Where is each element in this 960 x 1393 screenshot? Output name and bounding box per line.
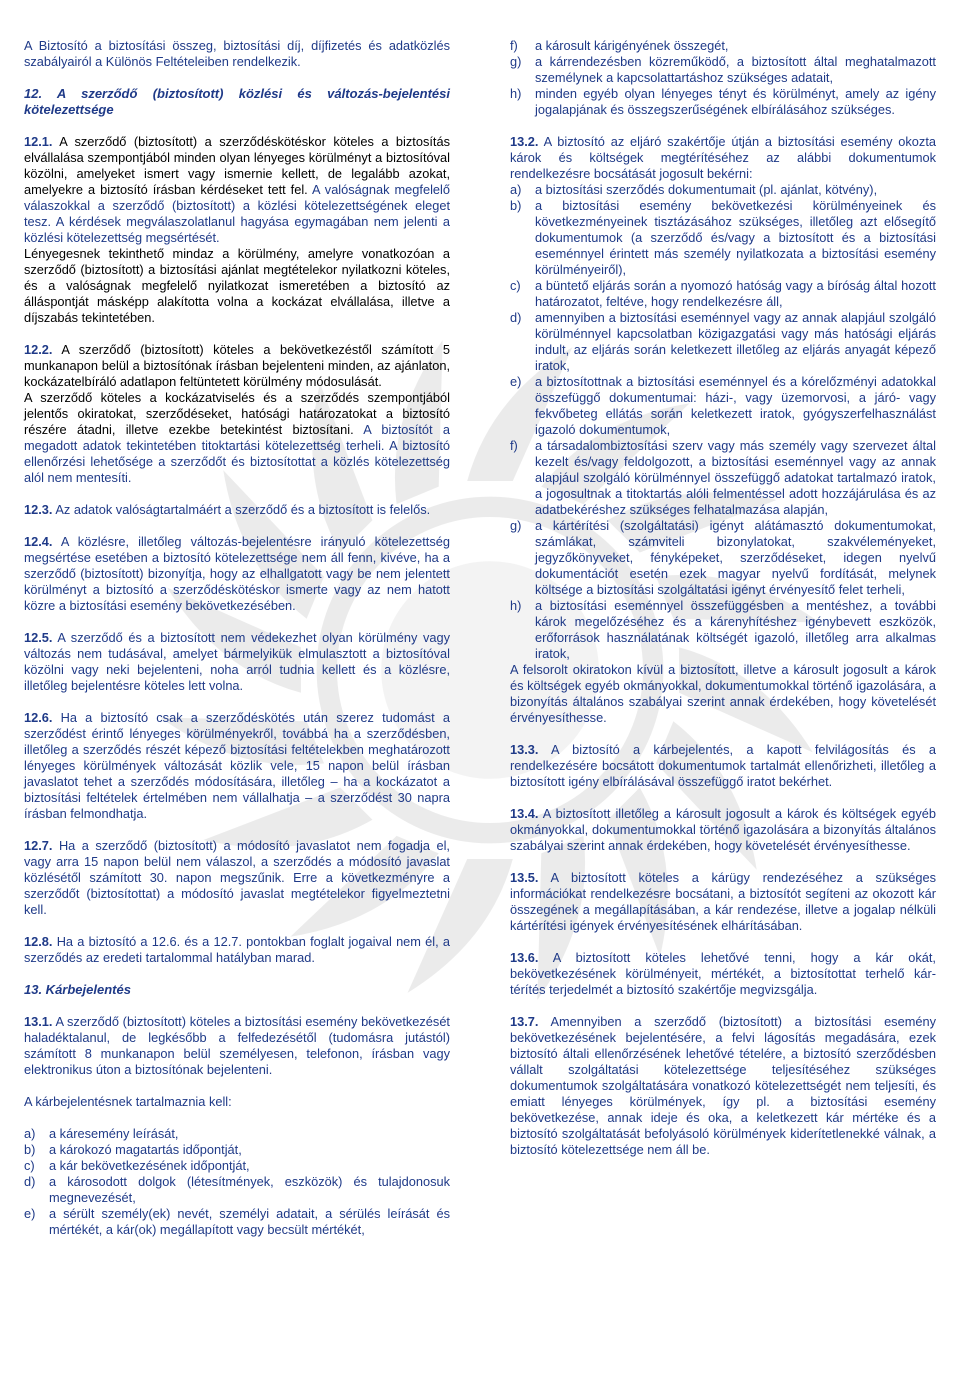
paragraph-number: 13.3. <box>510 742 539 757</box>
document-list <box>510 182 936 662</box>
paragraph-number: 13.5. <box>510 870 539 885</box>
paragraph-number: 12.4. <box>24 534 53 549</box>
paragraph-number: 12.6. <box>24 710 53 725</box>
paragraph-number: 13.6. <box>510 950 539 965</box>
list-label: e) <box>510 374 522 389</box>
paragraph-number: 12.7. <box>24 838 53 853</box>
paragraph-text: A szerződő és a biztosított nem védekezhet olyan körülmény vagy változás nem tudásával, amelyet bármelyikük elmulasztott a biztosítóval közölni vagy neki bejelenteni, noha arról tudnia kellett és a közlésre, illetőleg bejelentésre köteles lett volna. <box>24 630 450 693</box>
paragraph-number: 12.3. <box>24 502 53 517</box>
paragraph-text: A szerződő (biztosított) köteles a biztosítási esemény bekövetkezését haladéktalanul, de legkésőbb a felfedezésétől (tudomásra jutástól) számított 8 munkanapon belül személyesen, telefonon, írásban vagy elektronikus úton a biztosítónak bejelenteni. <box>24 1014 450 1077</box>
list-text: a biztosítási szerződés dokumentumait (pl. ajánlat, kötvény), <box>535 182 878 197</box>
paragraph-13-6 <box>510 950 936 998</box>
paragraph-12-3 <box>24 502 450 518</box>
paragraph-13-1 <box>24 1014 450 1078</box>
paragraph-number: 13.4. <box>510 806 539 821</box>
list-text: a kár bekövetkezésének időpontját, <box>49 1158 250 1173</box>
list-item <box>24 1126 450 1142</box>
paragraph-13-2 <box>510 134 936 182</box>
paragraph-number: 12.2. <box>24 342 53 357</box>
list-label: d) <box>24 1174 36 1189</box>
list-item <box>510 86 936 118</box>
claim-content-list <box>24 1126 450 1238</box>
list-label: b) <box>510 198 522 213</box>
list-item <box>510 278 936 310</box>
list-text: a károsult kárigényének összegét, <box>535 38 729 53</box>
claim-list-intro: A kárbejelentésnek tartalmaznia kell: <box>24 1094 232 1109</box>
list-text: a sérült személy(ek) nevét, személyi adatait, a sérülés leírását és mértékét, a kár(ok) megállapított vagy becsült mértékét, <box>49 1206 450 1237</box>
list-item <box>510 310 936 374</box>
paragraph-text: Ha a szerződő (biztosított) a módosító javaslatot nem fogadja el, vagy arra 15 napon belül nem válaszol, a szerződés a módosító javaslat közlésétől számított 30. napon megszűnik. Erre a következményre a szerződőt (biztosítottat) a módosító javaslat megtételekor figyelmeztetni kell. <box>24 838 450 917</box>
list-item <box>510 38 936 54</box>
list-label: a) <box>510 182 522 197</box>
list-text: a társadalombiztosítási szerv vagy más személy vagy szervezet által kezelt és/vagy feldolgozott, a biztosítási eseménnyel vagy az annak alapjául szolgáló körülménnyel összefüggő adatokat tartalmazó iratok, a jogosultnak a titoktartás alóli felmentéssel adott hozzájárulása és az adatbekéréshez szükséges felhatalmazása alapján, <box>535 438 936 517</box>
claim-content-list-continued <box>510 38 936 118</box>
paragraph-13-2b: A felsorolt okiratokon kívül a biztosított, illetve a károsult jogosult a károk és költségek egyéb okmányokkal, dokumentumokkal történő igazolására, a bizonyítás általános szabályai szerint annak érdekében, hogy követelését érvényesíthesse. <box>510 662 936 725</box>
paragraph-12-5 <box>24 630 450 694</box>
right-column <box>510 38 936 1158</box>
paragraph-text: A közlésre, illetőleg változás-bejelentésre irányuló kötelezettség megsértése esetében a biztosító kötelezettsége nem áll fenn, kivéve, ha a szerződő (biztosított) bizonyítja, hogy az elhallgatott vagy be nem jelentett körülményt a biztosító a szerződéskötéskor ismerte vagy az nem hatott közre a biztosítási esemény bekövetkezésében. <box>24 534 450 613</box>
paragraph-13-5 <box>510 870 936 934</box>
intro-paragraph: A Biztosító a biztosítási összeg, biztosítási díj, díjfizetés és adatközlés szabályairól a Különös Feltételeiben rendelkezik. <box>24 38 450 69</box>
list-label: c) <box>510 278 521 293</box>
paragraph-text-highlight: A biztosítót a megadott adatok tekintetében titoktartási kötelezettség terheli. A biztosító ellenőrzési lehetősége a szerződőt és biztosítottat a közlés kötelezettség alól nem mentesíti. <box>24 422 450 485</box>
left-column <box>24 38 450 1238</box>
paragraph-text: Az adatok valóságtartalmáért a szerződő és a biztosított is felelős. <box>55 502 431 517</box>
list-item <box>510 598 936 662</box>
list-text: minden egyéb olyan lényeges tényt és körülményt, amely az igény jogalapjának és összegszerűségének elbírálásához szükséges. <box>535 86 936 117</box>
list-item <box>510 438 936 518</box>
list-text: a kártérítési (szolgáltatási) igényt alátámasztó dokumentumokat, számlákat, számviteli bizonylatokat, szakvéleményeket, jegyzőkönyveket, fényképeket, szerződéseket, idegen nyelvű dokumentációt esetén ezek magyar nyelvű fordítását, melynek költsége a biztosítási szolgáltatási igényt érvényesítő felet terheli, <box>535 518 936 597</box>
list-item <box>24 1158 450 1174</box>
paragraph-12-4 <box>24 534 450 614</box>
list-item <box>510 374 936 438</box>
list-item <box>510 518 936 598</box>
paragraph-13-4 <box>510 806 936 854</box>
list-label: g) <box>510 518 522 533</box>
list-label: f) <box>510 438 518 453</box>
list-label: g) <box>510 54 522 69</box>
paragraph-text: A szerződő (biztosított) a szerződéskötéskor köteles a biztosítás elvállalása szempontjából minden olyan lényeges körülményt a biztosítóval közölni, amelyeket ismert vagy ismernie kellett, de legalább azokat, amelyekre a biztosító írásban kérdéseket tett fel. <box>24 134 450 197</box>
paragraph-12-2 <box>24 342 450 390</box>
paragraph-text-highlight: A valóságnak megfelelő válaszokkal a szerződő (biztosított) a közlési kötelezettségének eleget tesz. A kérdések megválaszolatlanul hagyása egymagában nem jelenti a közlési kötelezettség megsértését. <box>24 182 450 245</box>
list-text: a büntető eljárás során a nyomozó hatóság vagy a bíróság által hozott határozatot, feltéve, hogy rendelkezésre áll, <box>535 278 936 309</box>
paragraph-text: A biztosító az eljáró szakértője útján a biztosítási esemény okozta károk és költségek megtérítéséhez az alábbi dokumentumok rendelkezésre bocsátását jogosult bekérni: <box>510 134 936 181</box>
paragraph-12-6 <box>24 710 450 822</box>
paragraph-number: 13.1. <box>24 1014 53 1029</box>
list-label: h) <box>510 598 522 613</box>
paragraph-number: 13.7. <box>510 1014 539 1029</box>
list-item <box>24 1142 450 1158</box>
paragraph-12-8 <box>24 934 450 966</box>
paragraph-text: Amennyiben a szerződő (biztosított) a biztosítási esemény bekövetkezésének bejelentésére, a felvi lágosítás megadására, ezek biztosító általi ellenőrzésének lehetővé tételére, a biztosító szerződésben vállalt szolgáltatási kötelezettsége teljesítéséhez szükséges dokumentumok szolgáltatására vonatkozó kötelezettségét nem teljesíti, és emiatt lényeges körülmények, így pl. a biztosítási esemény bekövetkezése, annak ideje és oka, a keletkezett kár mértéke és a biztosító szolgáltatását befolyásoló körülmények kiderítetlenekké válnak, a biztosító kötelezettsége nem áll be. <box>510 1014 936 1157</box>
list-label: b) <box>24 1142 36 1157</box>
paragraph-12-2b <box>24 390 450 486</box>
paragraph-text: A szerződő köteles a kockázatviselés és a szerződés szempontjából jelentős okiratokat, szerződéseket, hatósági határozatokat a biztosító részére átadni, illetve ezekbe betekintést biztosítani. <box>24 390 450 437</box>
list-item <box>24 1206 450 1238</box>
paragraph-text: Ha a biztosító csak a szerződéskötés után szerez tudomást a szerződést érintő lényeges körülményekről, továbbá ha a szerződésben, illetőleg a szerződés részét képező biztosítási feltételekben meghatározott lényeges körülmények változását közlik vele, 15 napon belül írásban javaslatot tehet a szerződés módosítására, illetőleg – ha a kockázatot a biztosítási feltételek értelmében nem vállalhatja – a szerződést 30 napra írásban felmondhatja. <box>24 710 450 821</box>
list-label: d) <box>510 310 522 325</box>
paragraph-text: A biztosított köteles lehetővé tenni, hogy a kár okát, bekövetkezésének körülményeit, mértékét, a biztosítottat terhelő kár-térítés terjedelmét a biztosító szakértője megvizsgálja. <box>510 950 936 997</box>
list-label: c) <box>24 1158 35 1173</box>
paragraph-number: 12.5. <box>24 630 53 645</box>
list-label: e) <box>24 1206 36 1221</box>
list-text: amennyiben a biztosítási eseménnyel vagy az annak alapjául szolgáló körülménnyel kapcsolatban közigazgatási vagy más hatósági eljárás indult, az eljárás során keletkezett illetőleg az eljárás anyagát képező iratok, <box>535 310 936 373</box>
paragraph-12-1 <box>24 134 450 246</box>
paragraph-number: 13.2. <box>510 134 539 149</box>
list-text: a biztosítási esemény bekövetkezési körülményeinek és következményeinek tisztázásához szükséges, illetőleg azt elősegítő dokumentumok (a szerződő és/vagy a biztosított és a biztosítási eseménnyel érintett más személy nyilatkozata a biztosítási esemény körülményeiről), <box>535 198 936 277</box>
paragraph-text: A biztosított köteles a kárügy rendezéséhez a szükséges információkat rendelkezésre bocsátani, a biztosítót segíteni az okozott kár összegének a megállapításában, a kár rendezése, illetve a jogalap nélküli kártérítési igények érvényesítésének elhárításában. <box>510 870 936 933</box>
list-label: a) <box>24 1126 36 1141</box>
list-item <box>24 1174 450 1206</box>
paragraph-text: A szerződő (biztosított) köteles a bekövetkezéstől számított 5 munkanapon belül a biztosítónak írásban bejelenteni minden, az ajánlaton, kockázatelbíráló adatlapon feltüntetett körülmény módosulását. <box>24 342 450 389</box>
paragraph-12-1b: Lényegesnek tekinthető mindaz a körülmény, amelyre vonatkozóan a szerződő (biztosított) a biztosítási ajánlat megtételekor nyilatkozni köteles, és a valóságnak megfelelő nyilatkozat ismeretében a biztosító az álláspontját másképp alakította volna a kockázat elvállalása, illetve a díjszabás tekintetében. <box>24 246 450 325</box>
section-12-title: 12. A szerződő (biztosított) közlési és változás-bejelentési kötelezettsége <box>24 86 450 117</box>
paragraph-13-7 <box>510 1014 936 1158</box>
paragraph-text: A biztosított illetőleg a károsult jogosult a károk és költségek egyéb okmányokkal, dokumentumokkal történő igazolására a bizonyítás általános szabályai szerint annak érdekében, hogy követelését érvényesíthesse. <box>510 806 936 853</box>
list-text: a biztosítási eseménnyel összefüggésben a mentéshez, a további károk megelőzéséhez és a kárenyhítéshez igénybevett eszközök, erőforrások használatának költségét igazoló, illetőleg arra alkalmas iratok, <box>535 598 936 661</box>
list-text: a károkozó magatartás időpontját, <box>49 1142 242 1157</box>
list-item <box>510 182 936 198</box>
list-item <box>510 198 936 278</box>
list-text: a biztosítottnak a biztosítási eseménnyel és a kórelőzményi adatokkal összefüggő dokumentumai: házi-, vagy üzemorvosi, a járó- vagy fekvőbeteg ellátás során keletkezett iratok, gyógyszerfelhasználást igazoló dokumentumok, <box>535 374 936 437</box>
list-text: a károsodott dolgok (létesítmények, eszközök) és tulajdonosuk megnevezését, <box>49 1174 450 1205</box>
paragraph-text: A biztosító a kárbejelentés, a kapott felvilágosítás és a rendelkezésére bocsátott dokumentumok tartalmát ellenőrizheti, illetőleg a biztosított igény elbírálásával összefüggő iratot bekérhet. <box>510 742 936 789</box>
section-13-title: 13. Kárbejelentés <box>24 982 131 997</box>
list-label: f) <box>510 38 518 53</box>
list-text: a kárrendezésben közreműködő, a biztosított által meghatalmazott személynek a kapcsolattartáshoz szükséges adatait, <box>535 54 936 85</box>
list-item <box>510 54 936 86</box>
paragraph-number: 12.8. <box>24 934 53 949</box>
paragraph-text: Ha a biztosító a 12.6. és a 12.7. pontokban foglalt jogaival nem él, a szerződés az eredeti tartalommal hatályban marad. <box>24 934 451 965</box>
list-text: a káresemény leírását, <box>49 1126 179 1141</box>
list-label: h) <box>510 86 522 101</box>
paragraph-number: 12.1. <box>24 134 53 149</box>
paragraph-12-7 <box>24 838 450 918</box>
paragraph-13-3 <box>510 742 936 790</box>
